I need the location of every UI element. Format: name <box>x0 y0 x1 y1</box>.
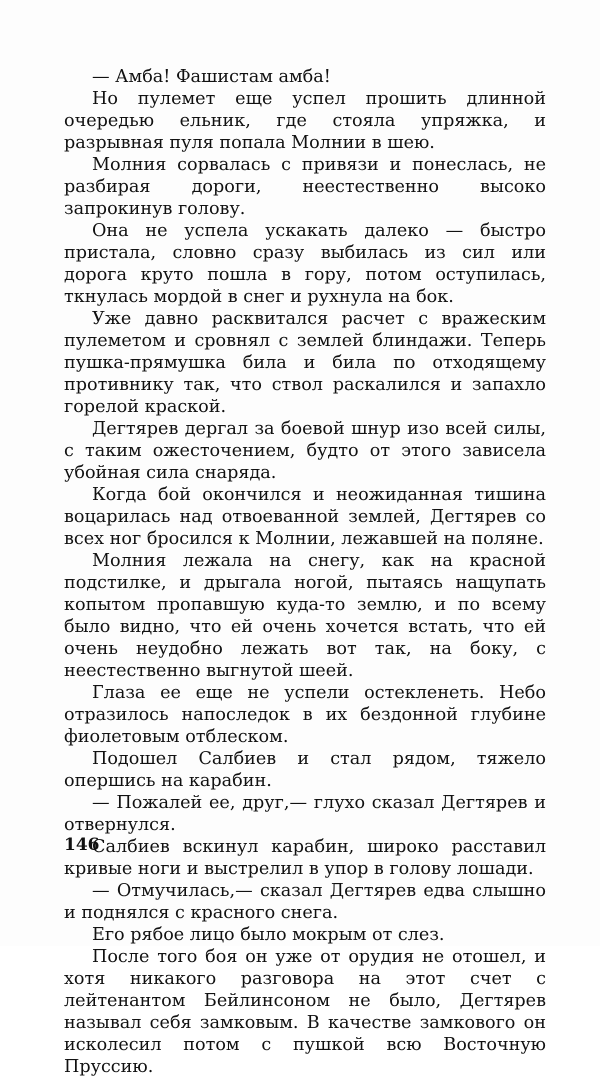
paragraph: Дегтярев дергал за боевой шнур изо всей силы, с таким ожесточением, будто от этого зависела убойная сила снаряда. <box>64 419 546 483</box>
paragraph: — Пожалей ее, друг,— глухо сказал Дегтярев и отвернулся. <box>64 793 546 835</box>
paragraph: После того боя он уже от орудия не отошел, и хотя никакого разговора на этот счет с лейтенантом Бейлинсоном не было, Дегтярев называл себя замковым. В качестве замкового он исколесил потом с пушкой всю Восточную Пруссию. <box>64 947 546 1077</box>
paragraph: Но пулемет еще успел прошить длинной очередью ельник, где стояла упряжка, и разрывная пуля попала Молнии в шею. <box>64 89 546 153</box>
paragraph: Подошел Салбиев и стал рядом, тяжело опершись на карабин. <box>64 749 546 791</box>
paragraph: Она не успела ускакать далеко — быстро пристала, словно сразу выбилась из сил или дорога круто пошла в гору, потом оступилась, ткнулась мордой в снег и рухнула на бок. <box>64 221 546 307</box>
paragraph: Молния лежала на снегу, как на красной подстилке, и дрыгала ногой, пытаясь нащупать копытом пропавшую куда-то землю, и по всему было видно, что ей очень хочется встать, что ей очень неудобно лежать вот так, на боку, с неестественно выгнутой шеей. <box>64 551 546 681</box>
paragraph: — Отмучилась,— сказал Дегтярев едва слышно и поднялся с красного снега. <box>64 881 546 923</box>
page-number: 146 <box>64 835 100 855</box>
paragraph: Его рябое лицо было мокрым от слез. <box>92 925 445 945</box>
paragraph: Молния сорвалась с привязи и понеслась, не разбирая дороги, неестественно высоко запрокинув голову. <box>64 155 546 219</box>
paragraph: Уже давно расквитался расчет с вражеским пулеметом и сровнял с землей блиндажи. Теперь пушка-прямушка била и била по отходящему противнику так, что ствол раскалился и запахло горелой краской. <box>64 309 546 417</box>
body-text <box>64 66 546 1078</box>
paragraph: Когда бой окончился и неожиданная тишина воцарилась над отвоеванной землей, Дегтярев со всех ног бросился к Молнии, лежавшей на поляне. <box>64 485 546 549</box>
paragraph: Глаза ее еще не успели остекленеть. Небо отразилось напоследок в их бездонной глубине фиолетовым отблеском. <box>64 683 546 747</box>
paragraph: — Амба! Фашистам амба! <box>92 67 331 87</box>
paragraph: Салбиев вскинул карабин, широко расставил кривые ноги и выстрелил в упор в голову лошади. <box>64 837 546 879</box>
